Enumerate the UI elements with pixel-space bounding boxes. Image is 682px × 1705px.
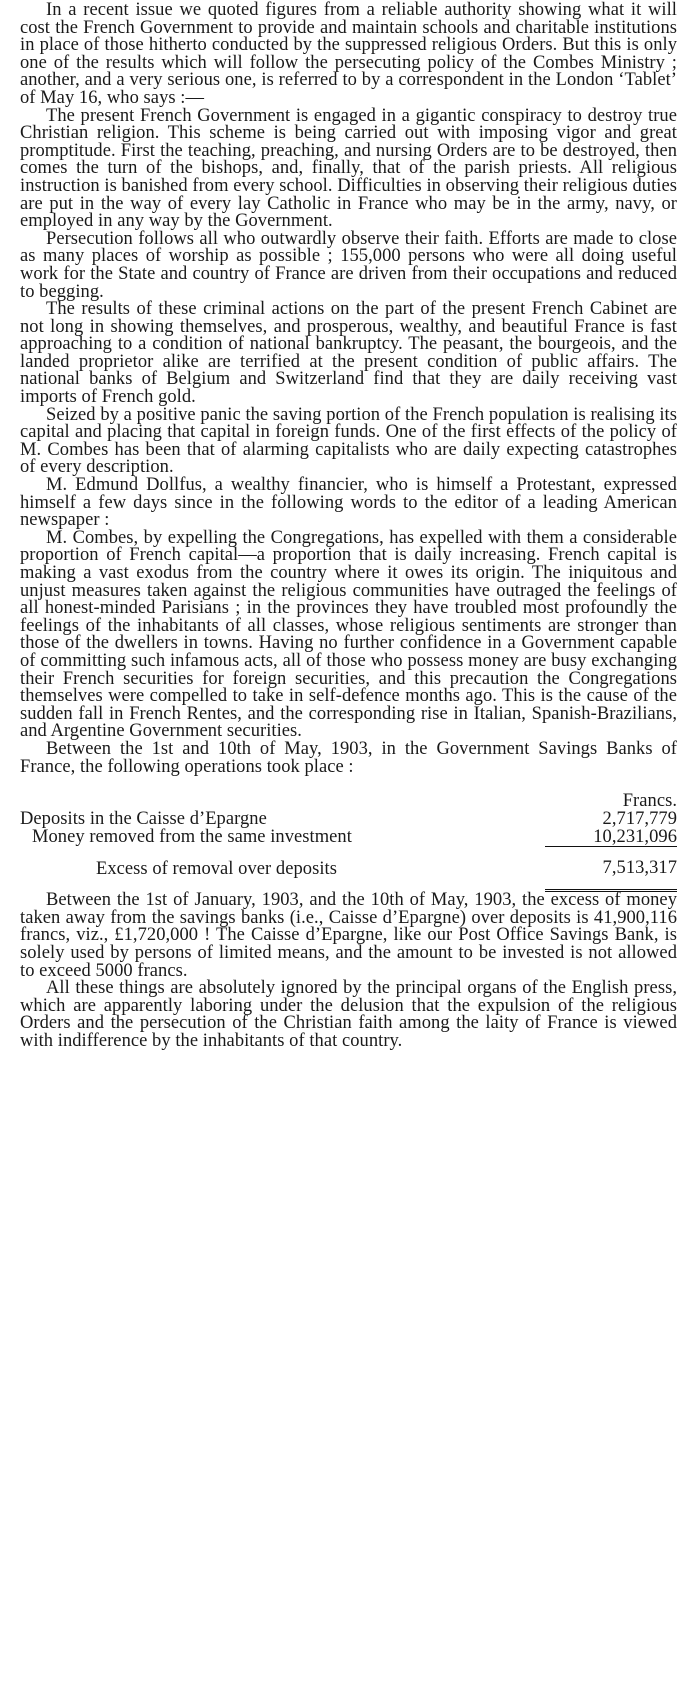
row-label-removed: Money removed from the same investment (32, 827, 352, 848)
total-label: Excess of removal over deposits (96, 858, 337, 879)
table-row-deposits (20, 810, 677, 828)
savings-operations-table (20, 784, 677, 892)
paragraph-english-press: All these things are absolutely ignored by the principal organs of the English press, which are apparently laboring under the delusion that the expulsion of the religious Orders and the persecution of the Christian faith among the laity of France is viewed with indifference by the inhabitants of that country. (20, 978, 677, 1051)
row-value-removed: 10,231,096 (593, 827, 677, 848)
table-row-total (20, 847, 677, 891)
paragraph-quote-conspiracy: The present French Government is engaged in a gigantic conspiracy to destroy true Christian religion. This scheme is being carried out with imposing vigor and great promptitude. First the teaching, preaching, and nursing Orders are to be destroyed, then comes the turn of the bishops, and, finally, that of the parish priests. All religious instruction is banished from every school. Difficulties in observing their religious duties are put in the way of every lay Catholic in France who may be in the army, navy, or employed in any way by the Government. (20, 105, 677, 232)
table-header-row (20, 784, 677, 810)
table-row-removed (20, 828, 677, 847)
currency-header: Francs. (622, 791, 677, 812)
paragraph-intro: In a recent issue we quoted figures from a reliable authority showing what it will cost the French Government to provide and maintain schools and charitable institutions in place of those hitherto conducted by the suppressed religious Orders. But this is only one of the results which will follow the persecuting policy of the Combes Ministry ; another, and a very serious one, is referred to by a correspondent in the London ‘Tablet’ of May 16, who says :— (20, 0, 677, 108)
row-label-deposits: Deposits in the Caisse d’Epargne (20, 809, 267, 830)
paragraph-quote-dollfus: M. Edmund Dollfus, a wealthy financier, who is himself a Protestant, expressed himself a few days since in the following words to the editor of a leading American newspaper : (20, 475, 677, 531)
paragraph-savings-banks-intro: Between the 1st and 10th of May, 1903, in the Government Savings Banks of France, the following operations took place : (20, 738, 677, 777)
row-value-deposits: 2,717,779 (602, 809, 677, 830)
paragraph-january-may: Between the 1st of January, 1903, and the 10th of May, 1903, the excess of money taken away from the savings banks (i.e., Caisse d’Epargne) over deposits is 41,900,116 francs, viz., £1,720,000 ! The Caisse d’Epargne, like our Post Office Savings Bank, is solely used by persons of limited means, and the amount to be invested is not allowed to exceed 5000 francs. (20, 890, 677, 981)
paragraph-quote-results: The results of these criminal actions on the part of the present French Cabinet are not long in showing themselves, and prosperous, wealthy, and beautiful France is fast approaching to a condition of national bankruptcy. The peasant, the bourgeois, and the landed proprietor alike are terrified at the present condition of public affairs. The national banks of Belgium and Switzerland find that they are daily receiving vast imports of French gold. (20, 299, 677, 408)
total-value: 7,513,317 (545, 847, 677, 891)
paragraph-quote-combes: M. Combes, by expelling the Congregations, has expelled with them a considerable proportion of French capital—a proportion that is daily increasing. French capital is making a vast exodus from the country where it owes its origin. The iniquitous and unjust measures taken against the religious communities have outraged the feelings of all honest-minded Parisians ; in the provinces they have troubled most profoundly the feelings of the inhabitants of all classes, whose religious sentiments are stronger than those of the dwellers in towns. Having no further confidence in a Government capable of committing such infamous acts, all of those who possess money are busy exchanging their French securities for foreign securities, and this precaution the Congregations themselves were compelled to take in self-defence months ago. This is the cause of the sudden fall in French Rentes, and the corresponding rise in Italian, Spanish-Brazilians, and Argentine Government securities. (20, 527, 677, 742)
paragraph-quote-persecution: Persecution follows all who outwardly observe their faith. Efforts are made to close as many places of worship as possible ; 155,000 persons who were all doing useful work for the State and country of France are driven from their occupations and reduced to begging. (20, 228, 677, 302)
paragraph-quote-panic: Seized by a positive panic the saving portion of the French population is realising its capital and placing that capital in foreign funds. One of the first effects of the policy of M. Combes has been that of alarming capitalists who are daily expecting catastrophes of every description. (20, 404, 677, 478)
